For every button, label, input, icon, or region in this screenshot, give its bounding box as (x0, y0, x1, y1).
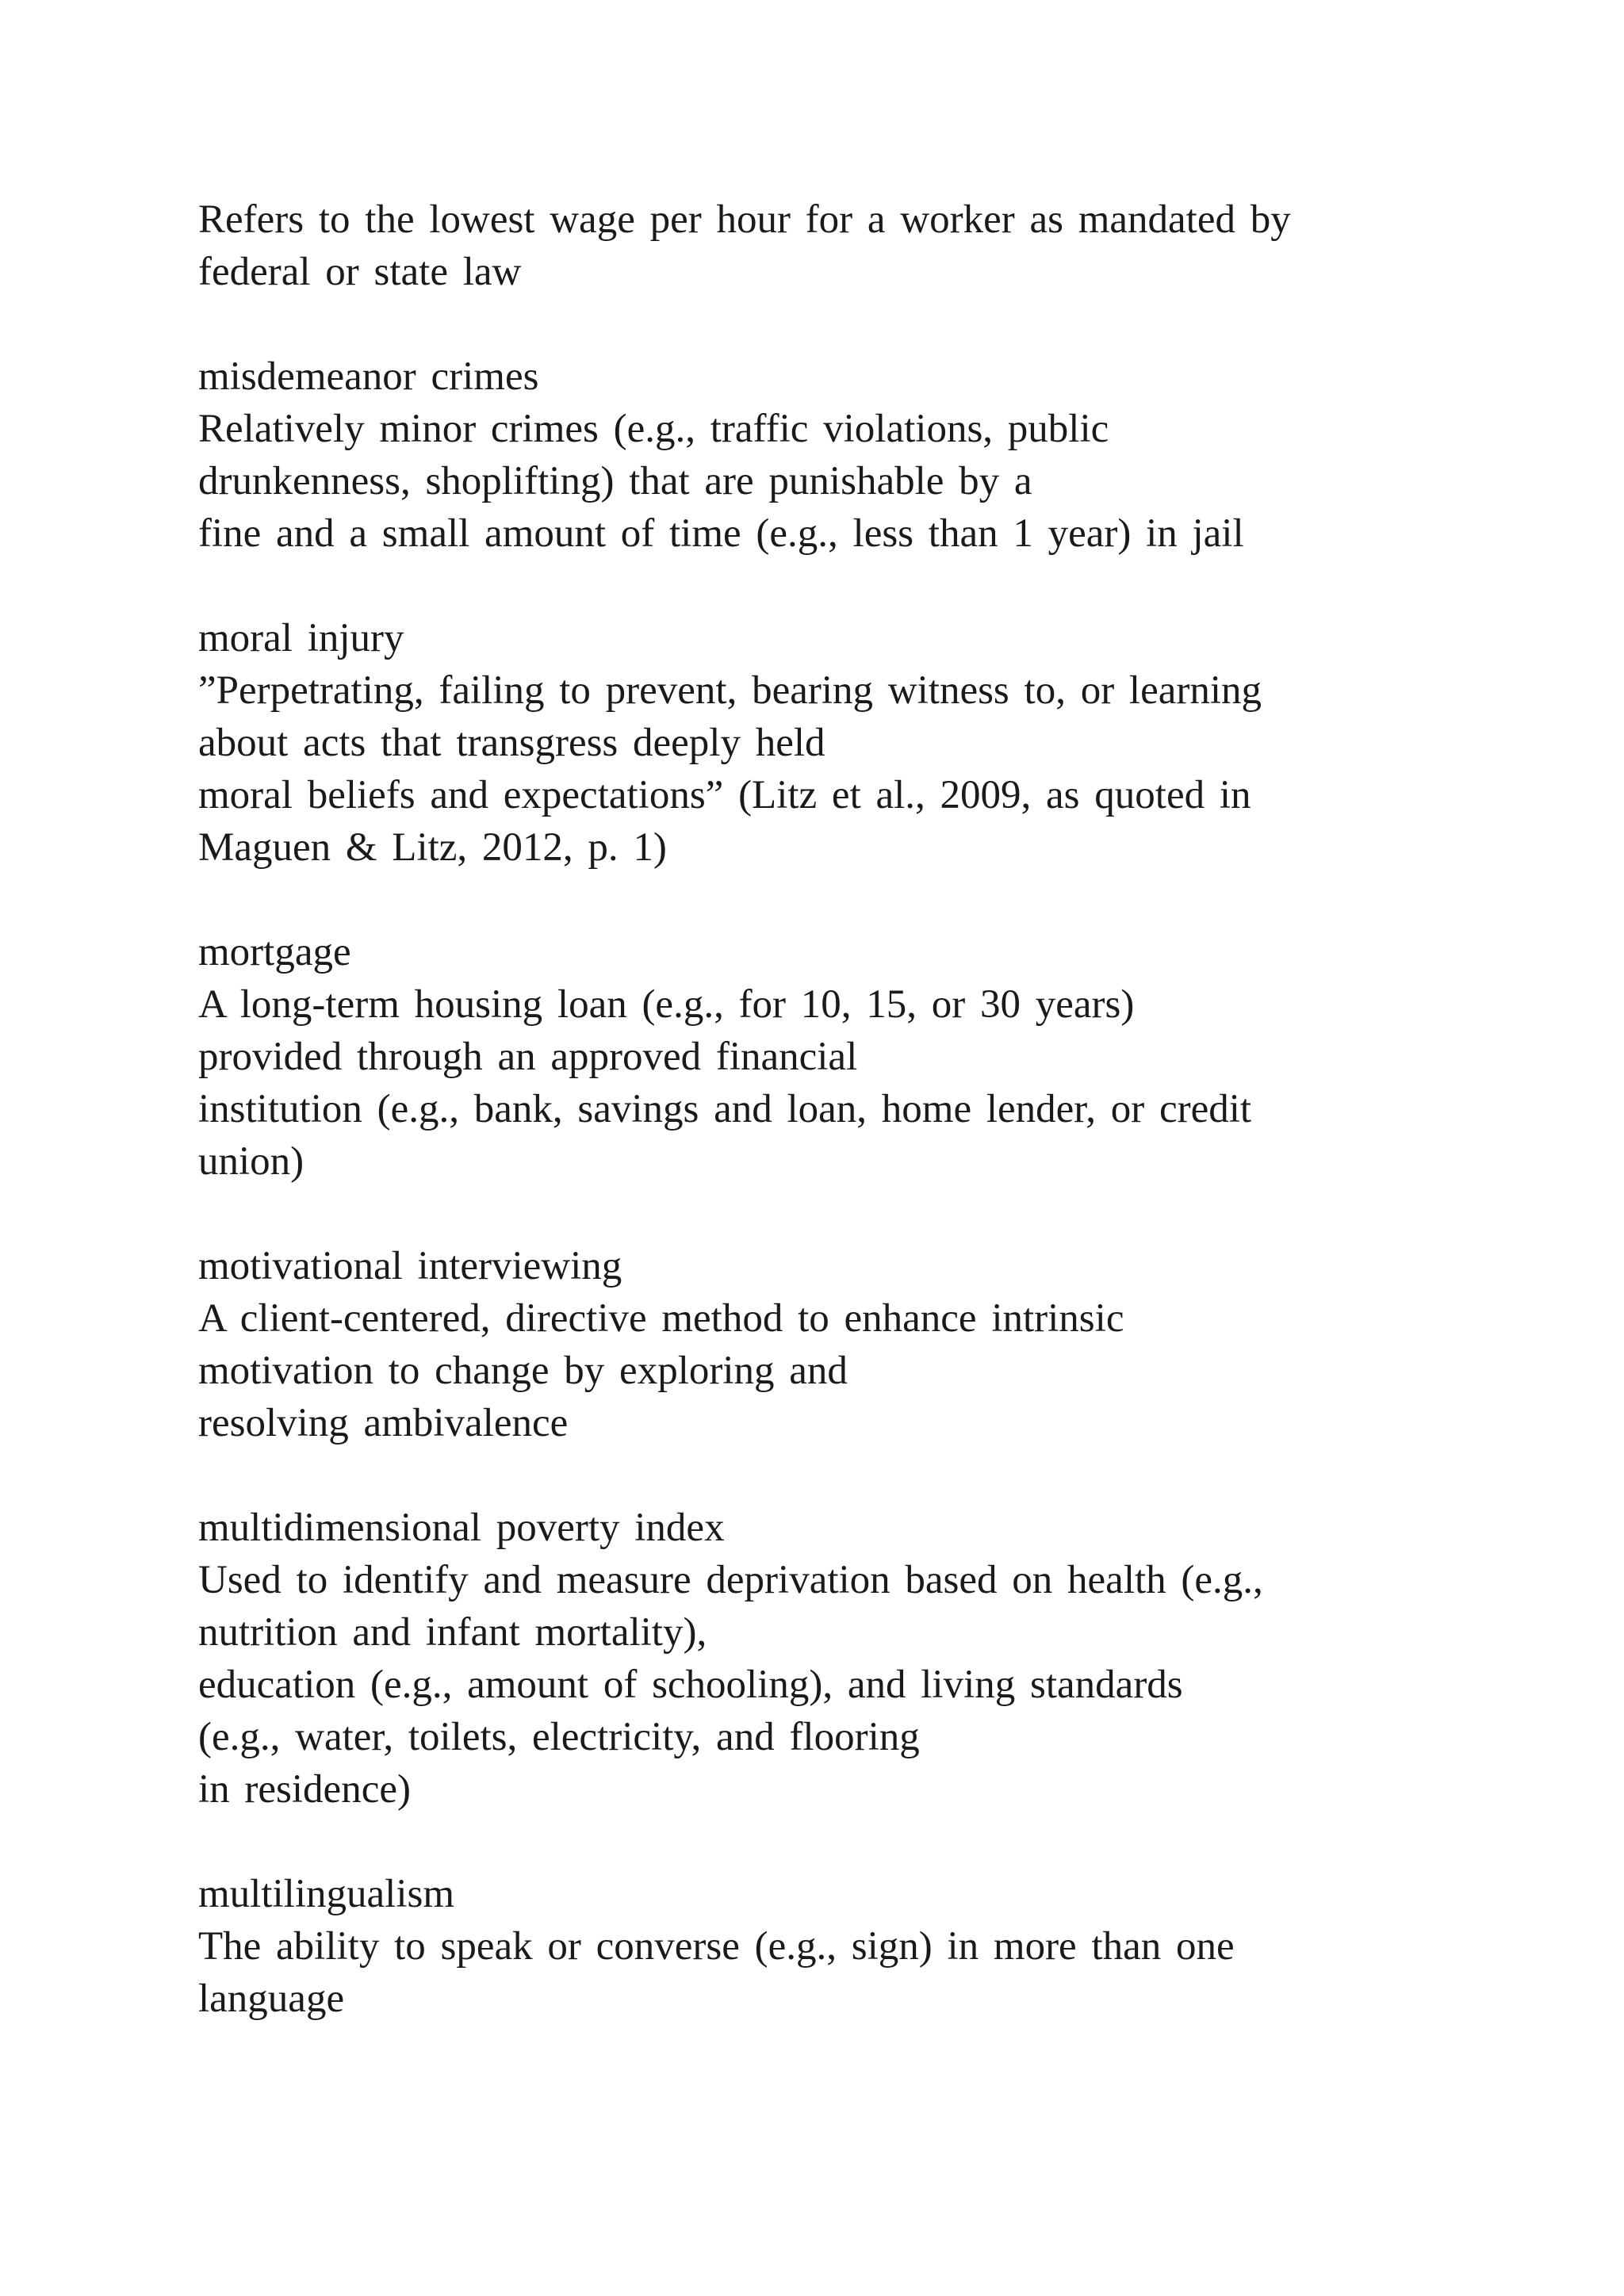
definition-line: motivation to change by exploring and (198, 1349, 848, 1393)
glossary-term: multilingualism (198, 1872, 455, 1916)
definition-line: union) (198, 1139, 304, 1184)
entry-spacer (198, 1188, 1546, 1240)
entry-spacer (198, 560, 1546, 612)
definition-line: fine and a small amount of time (e.g., less than 1 year) in jail (198, 511, 1244, 556)
definition-line: education (e.g., amount of schooling), and living standards (198, 1663, 1183, 1707)
glossary-term: motivational interviewing (198, 1244, 622, 1288)
definition-line: nutrition and infant mortality), (198, 1610, 707, 1655)
definition-line: federal or state law (198, 250, 522, 294)
glossary-term: mortgage (198, 930, 351, 974)
definition-line: The ability to speak or converse (e.g., sign) in more than one (198, 1924, 1235, 1969)
definition-line: ”Perpetrating, failing to prevent, bearing witness to, or learning (198, 668, 1262, 713)
entry-spacer (198, 1449, 1546, 1502)
definition-line: A long-term housing loan (e.g., for 10, 15, or 30 years) (198, 982, 1135, 1027)
definition-line: resolving ambivalence (198, 1401, 569, 1445)
definition-line: (e.g., water, toilets, electricity, and flooring (198, 1715, 920, 1759)
definition-line: in residence) (198, 1767, 411, 1812)
definition-line: drunkenness, shoplifting) that are punishable by a (198, 459, 1032, 503)
glossary-term: misdemeanor crimes (198, 354, 539, 399)
entry-spacer (198, 874, 1546, 926)
definition-line: provided through an approved financial (198, 1035, 858, 1079)
glossary-term: moral injury (198, 616, 404, 660)
definition-line: Used to identify and measure deprivation based on health (e.g., (198, 1558, 1263, 1602)
definition-line: language (198, 1976, 345, 2021)
definition-line: moral beliefs and expectations” (Litz et al., 2009, as quoted in (198, 773, 1251, 817)
definition-line: Refers to the lowest wage per hour for a worker as mandated by (198, 197, 1291, 242)
definition-line: Maguen & Litz, 2012, p. 1) (198, 825, 667, 870)
definition-line: Relatively minor crimes (e.g., traffic violations, public (198, 407, 1109, 451)
definition-line: A client-centered, directive method to enhance intrinsic (198, 1296, 1124, 1341)
definition-line: about acts that transgress deeply held (198, 721, 825, 765)
glossary-term: multidimensional poverty index (198, 1506, 725, 1550)
entry-spacer (198, 298, 1546, 350)
definition-line: institution (e.g., bank, savings and loan, home lender, or credit (198, 1087, 1252, 1131)
entry-spacer (198, 1816, 1546, 1868)
glossary-content (198, 193, 1546, 2025)
